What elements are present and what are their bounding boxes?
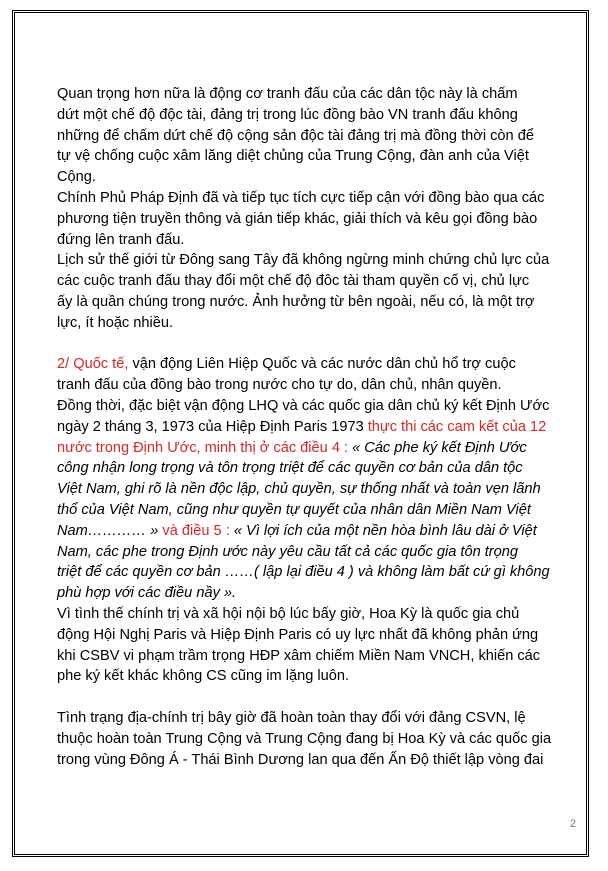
p3-line: lực, ít hoặc nhiều. xyxy=(57,314,174,331)
p3-line: các cuộc tranh đấu thay đổi một chế độ đôc tài tham quyền cố vị, chủ lực xyxy=(57,273,530,290)
p5-quote-line: công nhận long trọng và tôn trọng triệt để các quyền cơ bản của dân tộc xyxy=(57,460,523,477)
p5-quote-line: phù hợp với các điều nầy ». xyxy=(57,585,237,602)
paragraph-gap xyxy=(57,334,577,355)
p6-line: khi CSBV vi phạm trầm trọng HĐP xâm chiếm Miền Nam VNCH, khiến các xyxy=(57,647,541,664)
p5-line: Đồng thời, đặc biệt vận động LHQ và các quốc gia dân chủ ký kết Định Ước xyxy=(57,397,550,414)
p2-line: Chính Phủ Pháp Định đã và tiếp tục tích cực tiếp cận với đồng bào qua các xyxy=(57,189,545,206)
p5-quote: Nam………… » xyxy=(57,522,163,539)
p2-line: đứng lên tranh đấu. xyxy=(57,231,185,248)
p3-line: ấy là quần chúng trong nước. Ảnh hưởng từ bên ngoài, nếu có, là một trợ xyxy=(57,293,535,310)
p6-line: phe ký kết khác không CS cũng im lặng luôn. xyxy=(57,668,350,685)
p5-quote: « Vì lợi ích của một nền hòa bình lâu dài ở Việt xyxy=(233,522,537,539)
p7-line: thuộc hoàn toàn Trung Cộng và Trung Cộng đang bị Hoa Kỳ và các quốc gia xyxy=(57,730,552,747)
p7-line: trong vùng Đông Á - Thái Bình Dương lan qua đến Ấn Độ thiết lập vòng đai xyxy=(57,751,544,768)
p5-line xyxy=(57,438,577,459)
p5-quote-line: Việt Nam, ghi rõ là nền độc lập, chủ quyền, sự thống nhất và toàn vẹn lãnh xyxy=(57,481,541,498)
p7-line: Tình trạng địa-chính trị bây giờ đã hoàn toàn thay đổi với đảng CSVN, lệ xyxy=(57,709,526,726)
p1-line: Cộng. xyxy=(57,169,96,186)
section-2-text: vận động Liên Hiệp Quốc và các nước dân chủ hổ trợ cuộc xyxy=(128,356,516,373)
p5-quote-line: thổ của Việt Nam, cũng như quyền tự quyết của nhân dân Miền Nam Việt xyxy=(57,501,531,518)
page-number: 2 xyxy=(569,818,576,830)
p5-line xyxy=(57,417,577,438)
p5-text: ngày 2 tháng 3, 1973 của Hiệp Định Paris 1973 xyxy=(57,418,368,435)
p5-quote: « Các phe ký kết Định Ước xyxy=(352,439,527,456)
p1-line: tự vệ chống cuộc xâm lăng diệt chủng của Trung Cộng, đàn anh của Việt xyxy=(57,148,529,165)
document-body xyxy=(57,84,577,770)
p3-line: Lịch sử thế giới từ Đông sang Tây đã không ngừng minh chứng chủ lực của xyxy=(57,252,550,269)
p5-line xyxy=(57,521,577,542)
p1-line: những để chấm dứt chế độ cộng sản độc tài đảng trị mà đồng thời còn để xyxy=(57,127,534,144)
section-2-heading: 2/ Quốc tế, xyxy=(57,356,129,373)
p5-red-text: nước trong Định Ước, minh thị ở các điều 4 : xyxy=(57,439,353,456)
p2-line: phương tiện truyền thông và gián tiếp khác, giải thích và kêu gọi đồng bào xyxy=(57,210,538,227)
p4-line: tranh đấu của đồng bào trong nước cho tự do, dân chủ, nhân quyền. xyxy=(57,377,502,394)
p6-line: động Hội Nghị Paris và Hiệp Định Paris có uy lực nhất đã không phản ứng xyxy=(57,626,539,643)
p1-line: Quan trọng hơn nữa là động cơ tranh đấu của các dân tộc này là chấm xyxy=(57,86,518,102)
p6-line: Vì tình thế chính trị và xã hội nội bộ lúc bấy giờ, Hoa Kỳ là quốc gia chủ xyxy=(57,605,520,622)
p5-red-text: thực thi các cam kết của 12 xyxy=(367,418,547,435)
paragraph-gap xyxy=(57,687,577,708)
p1-line: dứt một chế độ độc tài, đảng trị trong lúc đồng bào VN tranh đấu không xyxy=(57,106,518,123)
p5-red-text: và điều 5 : xyxy=(162,522,234,539)
p5-quote-line: triệt để các quyền cơ bản ……( lập lại điều 4 ) và không làm bất cứ gì không xyxy=(57,564,550,581)
section-2-heading-line xyxy=(57,354,577,375)
p5-quote-line: Nam, các phe trong Định ước này yêu cầu tất cả các quốc gia tôn trọng xyxy=(57,543,519,560)
